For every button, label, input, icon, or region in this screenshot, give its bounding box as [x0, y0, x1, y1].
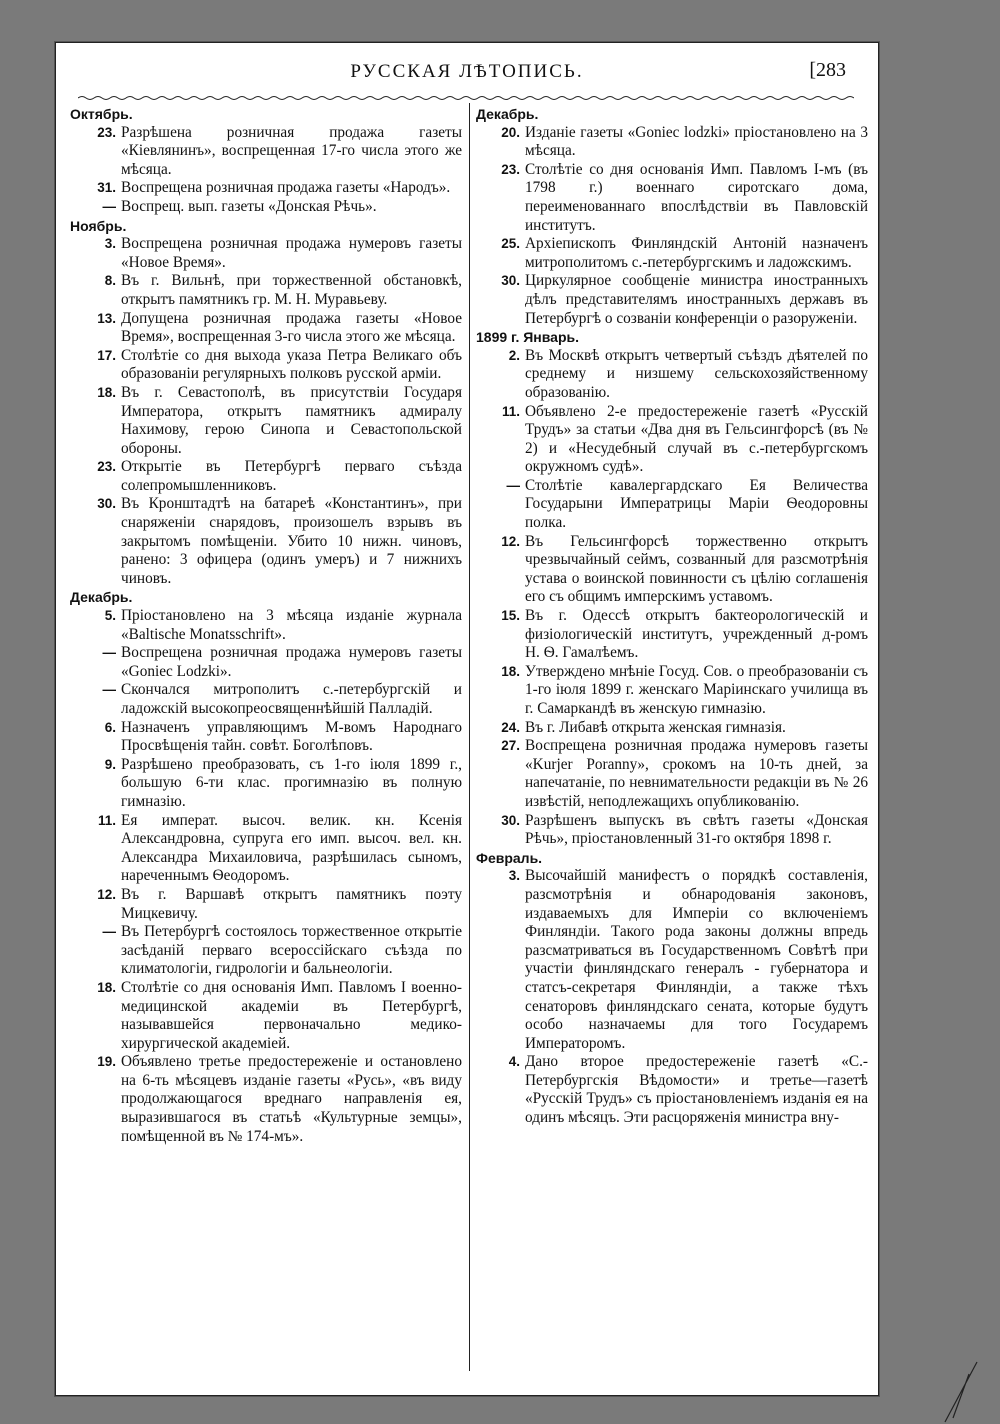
chronicle-entry [476, 737, 868, 811]
entry-text: Столѣтіе со дня выхода указа Петра Великаго объ образованіи регулярныхъ полковъ русской арміи. [121, 346, 462, 383]
entry-text: Воспрещена розничная продажа газеты «Народъ». [121, 179, 451, 197]
entry-text: Ея императ. высоч. велик. кн. Ксенія Александровна, супруга его имп. высоч. вел. кн. Александра Михаиловича, разрѣшилась сыномъ, нареченнымъ Ѳеодоромъ. [121, 811, 462, 885]
chronicle-entry [476, 533, 868, 607]
pen-stroke-mark [925, 1360, 985, 1424]
entry-date: 11. [97, 812, 116, 828]
entry-date: 30. [501, 812, 520, 828]
chronicle-entry [70, 1053, 462, 1146]
entry-text: Въ г. Варшавѣ открытъ памятникъ поэту Мицкевичу. [121, 885, 462, 922]
entry-text: Столѣтіе со дня основанія Имп. Павломъ I военно-медицинской академіи въ Петербургѣ, называвшейся первоначально медико-хирургической академіей. [121, 978, 462, 1052]
entry-date: 19. [97, 1054, 116, 1070]
entry-text: Столѣтіе со дня основанія Имп. Павломъ I-мъ (въ 1798 г.) военнаго сиротскаго дома, переименованнаго впослѣдствіи въ Павловскій институтъ. [525, 160, 868, 234]
entry-date: 3. [104, 236, 116, 252]
entry-date: 4. [508, 1054, 520, 1070]
entry-date: 27. [501, 738, 520, 754]
entry-date: 18. [97, 384, 116, 400]
header-wavy-rule [78, 95, 854, 101]
month-heading: Февраль. [476, 849, 543, 866]
entry-date: — [102, 682, 116, 698]
chronicle-entry [476, 235, 868, 272]
chronicle-entry [70, 235, 462, 272]
entry-text: Воспрещена розничная продажа нумеровъ газеты «Kurjer Poranny», срокомъ на 10-ть дней, за напечатаніе, по невнимательности редакціи въ № 26 извѣстій, неподлежащихъ опубликованію. [525, 737, 868, 810]
month-heading: Декабрь. [70, 589, 133, 606]
entry-text: Воспрещена розничная продажа нумеровъ газеты «Goniec Lodzki». [121, 644, 462, 680]
page-sheet [55, 42, 879, 1396]
entry-date: 18. [97, 979, 116, 995]
left-column [70, 105, 462, 1146]
right-column [476, 105, 868, 1128]
entry-date: 18. [501, 663, 520, 679]
entry-text: Допущена розничная продажа газеты «Новое Время», воспрещенная 3-го числа этого же мѣсяца. [121, 309, 462, 346]
column-divider [469, 103, 470, 1371]
entry-date: 11. [501, 403, 520, 419]
entry-text: Дано второе предостереженіе газетѣ «С.-Петербургскія Вѣдомости» и третье—газетѣ «Русскій Трудъ» съ пріостановленіемъ изданія ея на одинъ мѣсяцъ. Эти расцоряженія министра вну- [525, 1053, 868, 1127]
chronicle-entry [70, 607, 462, 644]
entry-text: Воспрещ. вып. газеты «Донская Рѣчь». [121, 197, 377, 215]
chronicle-entry [476, 161, 868, 235]
entry-text: Столѣтіе кавалергардскаго Ея Величества Государыни Императрицы Маріи Ѳеодоровны полка. [525, 476, 868, 532]
chronicle-entry [476, 812, 868, 849]
entry-date: 13. [97, 310, 116, 326]
entry-date: 24. [501, 719, 520, 735]
entry-date: 20. [501, 124, 520, 140]
entry-text: Утверждено мнѣніе Госуд. Сов. о преобразованіи съ 1-го іюля 1899 г. женскаго Маріинскаго училища въ г. Самаркандѣ въ женскую гимназію. [525, 662, 868, 717]
chronicle-entry [70, 644, 462, 681]
chronicle-entry [70, 272, 462, 309]
chronicle-entry [70, 384, 462, 458]
month-heading: 1899 г. Январь. [476, 329, 580, 346]
chronicle-entry [70, 124, 462, 180]
entry-date: — [102, 924, 116, 940]
entry-text: Въ Кронштадтѣ на батареѣ «Константинъ», при снаряженіи снарядовъ, произошелъ взрывъ въ закрытомъ помѣщеніи. Убито 10 нижн. чиновъ, ранено: 3 офицера (одинъ умеръ) и 7 нижнихъ чиновъ. [121, 495, 462, 587]
entry-date: 17. [97, 347, 116, 363]
entry-date: 23. [97, 124, 116, 140]
entry-text: Въ г. Севастополѣ, въ присутствіи Государя Императора, открытъ памятникъ адмиралу Нахимову, герою Синопа и Севастопольской обороны. [121, 383, 462, 457]
chronicle-entry [476, 403, 868, 477]
entry-date: 15. [501, 608, 520, 624]
entry-text: Разрѣшено преобразовать, съ 1-го іюля 1899 г., большую 6-ти клас. прогимназію въ полную гимназію. [121, 755, 462, 810]
entry-text: Объявлено третье предостереженіе и остановлено на 6-ть мѣсяцевъ изданіе газеты «Русь», «въ виду продолжающагося вреднаго направленія ея, выразившагося въ статьѣ «Культурные земцы», помѣщенной въ № 174-мъ». [121, 1053, 462, 1145]
running-title: РУССКАЯ ЛѢТОПИСЬ. [350, 61, 584, 82]
entry-text: Скончался митрополитъ с.-петербургскій и ладожскій высокопреосвященнѣйшій Палладій. [121, 681, 462, 717]
entry-text: Открытіе въ Петербургѣ перваго съѣзда солепромышленниковъ. [121, 458, 462, 494]
chronicle-entry [476, 1053, 868, 1127]
entry-text: Въ Петербургѣ состоялось торжественное открытіе засѣданій перваго всероссійскаго съѣзда по климатологіи, гидрологіи и бальнеологіи. [121, 923, 462, 978]
chronicle-entry [476, 347, 868, 403]
entry-text: Разрѣшена розничная продажа газеты «Кіевлянинъ», воспрещенная 17-го числа этого же мѣсяца. [121, 123, 462, 178]
entry-text: Пріостановлено на 3 мѣсяца изданіе журнала «Baltische Monatsschrift». [121, 607, 462, 643]
chronicle-entry [70, 886, 462, 923]
entry-text: Воспрещена розничная продажа нумеровъ газеты «Новое Время». [121, 235, 462, 271]
chronicle-entry [70, 979, 462, 1053]
chronicle-entry [476, 607, 868, 663]
chronicle-entry [70, 179, 462, 198]
chronicle-entry [70, 681, 462, 718]
chronicle-entry [476, 867, 868, 1053]
entry-date: 31. [97, 180, 116, 196]
entry-date: 30. [501, 273, 520, 289]
chronicle-entry [70, 347, 462, 384]
chronicle-entry [70, 719, 462, 756]
entry-date: 23. [501, 161, 520, 177]
chronicle-entry [476, 719, 868, 738]
entry-date: 9. [104, 756, 116, 772]
chronicle-entry [70, 812, 462, 886]
month-heading: Октябрь. [70, 106, 133, 122]
entry-date: 12. [97, 886, 116, 902]
entry-date: 5. [104, 608, 116, 624]
entry-date: 12. [501, 533, 520, 549]
entry-text: Архіепископъ Финляндскій Антоній назначенъ митрополитомъ с.-петербургскимъ и ладожскимъ. [525, 235, 868, 271]
entry-date: — [102, 645, 116, 661]
entry-text: Въ Гельсингфорсѣ торжественно открытъ чрезвычайный сеймъ, созванный для разсмотрѣнія устава о воинской повинности съ цѣлію соглашенія его съ общимъ имперскимъ уставомъ. [525, 532, 868, 606]
chronicle-entry [70, 923, 462, 979]
entry-date: 2. [508, 347, 520, 363]
month-heading: Ноябрь. [70, 217, 127, 234]
entry-date: 3. [508, 868, 520, 884]
entry-text: Въ г. Одессѣ открытъ бактеорологическій и физіологическій институтъ, учрежденный д-ромъ Н. Ѳ. Гамалѣемъ. [525, 607, 868, 662]
entry-text: Изданіе газеты «Goniec lodzki» пріостановлено на 3 мѣсяца. [525, 123, 868, 160]
entry-text: Высочайшій манифестъ о порядкѣ составленія, разсмотрѣнія и обнародованія законовъ, издаваемыхъ для Имперіи со включеніемъ Финляндіи. Такого рода законы должны впредь разсматриваться въ Государственномъ Совѣтѣ при участіи финляндскаго генералъ - губернатора и статсъ-секретаря Финляндіи, а также тѣхъ сенаторовъ финляндскаго сената, которые будутъ особо назначаемы для того Государемъ Императоромъ. [525, 867, 868, 1052]
month-heading: Декабрь. [476, 106, 539, 122]
entry-date: — [102, 198, 116, 214]
chronicle-entry [70, 458, 462, 495]
page-number: [283 [809, 59, 846, 81]
entry-date: 30. [97, 496, 116, 512]
entry-date: 23. [97, 459, 116, 475]
entry-date: 6. [104, 719, 116, 735]
entry-text: Въ г. Либавѣ открыта женская гимназія. [525, 718, 786, 736]
entry-text: Назначенъ управляющимъ М-вомъ Народнаго Просвѣщенія тайн. совѣт. Боголѣповъ. [121, 718, 462, 755]
entry-text: Въ г. Вильнѣ, при торжественной обстановкѣ, открытъ памятникъ гр. М. Н. Муравьеву. [121, 272, 462, 308]
entry-text: Объявлено 2-е предостереженіе газетѣ «Русскій Трудъ» за статьи «Два дня въ Гельсингфорсѣ (въ № 2) и «Несудебный случай въ с.-петербургскомъ окружномъ судѣ». [525, 402, 868, 476]
chronicle-entry [476, 663, 868, 719]
entry-date: 8. [104, 273, 116, 289]
entry-date: 25. [501, 236, 520, 252]
entry-text: Циркулярное сообщеніе министра иностранныхъ дѣлъ представителямъ иностранныхъ державъ въ Петербургѣ о созваніи конференціи о разоруженіи. [525, 272, 868, 327]
chronicle-entry [70, 310, 462, 347]
chronicle-entry [476, 272, 868, 328]
page-header [56, 61, 878, 91]
chronicle-entry [70, 495, 462, 588]
chronicle-entry [476, 477, 868, 533]
entry-date: — [506, 477, 520, 493]
chronicle-entry [70, 756, 462, 812]
entry-text: Разрѣшенъ выпускъ въ свѣтъ газеты «Донская Рѣчь», пріостановленный 31-го октября 1898 г. [525, 811, 868, 848]
chronicle-entry [476, 124, 868, 161]
entry-text: Въ Москвѣ открытъ четвертый съѣздъ дѣятелей по среднему и низшему сельскохозяйственному образованію. [525, 346, 868, 401]
chronicle-entry [70, 198, 462, 217]
